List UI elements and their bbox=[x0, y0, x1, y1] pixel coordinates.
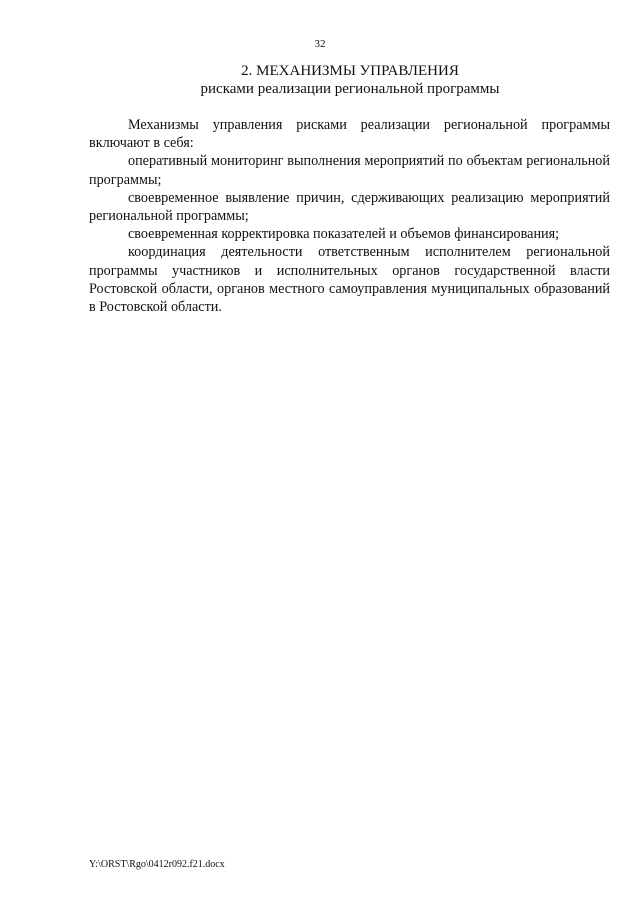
paragraph-coordination: координация деятельности ответственным исполнителем региональной программы участников и исполнительных органов государственной власти Ростовской области, органов местного самоуправления муниципальных образований в Ростовской области. bbox=[89, 244, 610, 316]
paragraph-adjustment: своевременная корректировка показателей и объемов финансирования; bbox=[128, 226, 560, 243]
document-body bbox=[89, 116, 610, 316]
page-number: 32 bbox=[314, 38, 326, 50]
section-title: 2. МЕХАНИЗМЫ УПРАВЛЕНИЯ bbox=[241, 63, 459, 79]
paragraph-intro: Механизмы управления рисками реализации региональной программы включают в себя: bbox=[89, 117, 610, 152]
footer-file-path: Y:\ORST\Rgo\0412r092.f21.docx bbox=[89, 859, 225, 870]
section-subtitle: рисками реализации региональной программы bbox=[200, 81, 500, 97]
paragraph-monitoring: оперативный мониторинг выполнения мероприятий по объектам региональной программы; bbox=[89, 153, 610, 188]
paragraph-identification: своевременное выявление причин, сдерживающих реализацию мероприятий региональной программы; bbox=[89, 189, 610, 225]
